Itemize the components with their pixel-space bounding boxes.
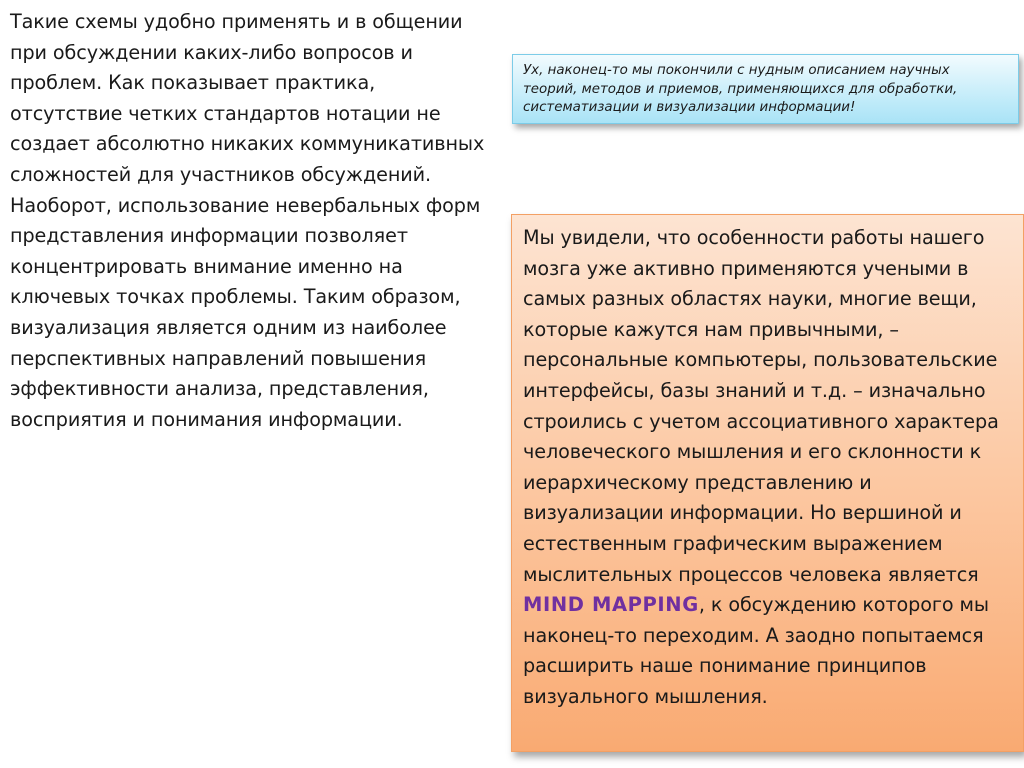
main-callout-text-after: , к обсуждению которого мы наконец-то переходим. А заодно попытаемся расширить наше понимание принципов визуального мышления. [523, 593, 989, 708]
left-paragraph: Такие схемы удобно применять и в общении при обсуждении каких-либо вопросов и проблем. Как показывает практика, отсутствие четких стандартов нотации не создает абсолютно никаких коммуникативных сложностей для участников обсуждений. Наоборот, использование невербальных форм представления информации позволяет концентрировать внимание именно на ключевых точках проблемы. Таким образом, визуализация является одним из наиболее перспективных направлений повышения эффективности анализа, представления, восприятия и понимания информации. [10, 10, 485, 431]
mind-mapping-highlight: MIND MAPPING [523, 593, 699, 617]
main-callout-text-before: Мы увидели, что особенности работы нашего мозга уже активно применяются учеными в самых разных областях науки, многие вещи, которые кажутся нам привычными, – персональные компьютеры, пользовательские интерфейсы, базы знаний и т.д. – изначально строились с учетом ассоциативного характера человеческого мышления и его склонности к иерархическому представлению и визуализации информации. Но вершиной и естественным графическим выражением мыслительных процессов человека является [523, 226, 999, 586]
main-callout-box [511, 214, 1024, 752]
note-callout-box: Ух, наконец-то мы покончили с нудным описанием научных теорий, методов и приемов, применяющихся для обработки, систематизации и визуализации информации! [512, 54, 1019, 124]
